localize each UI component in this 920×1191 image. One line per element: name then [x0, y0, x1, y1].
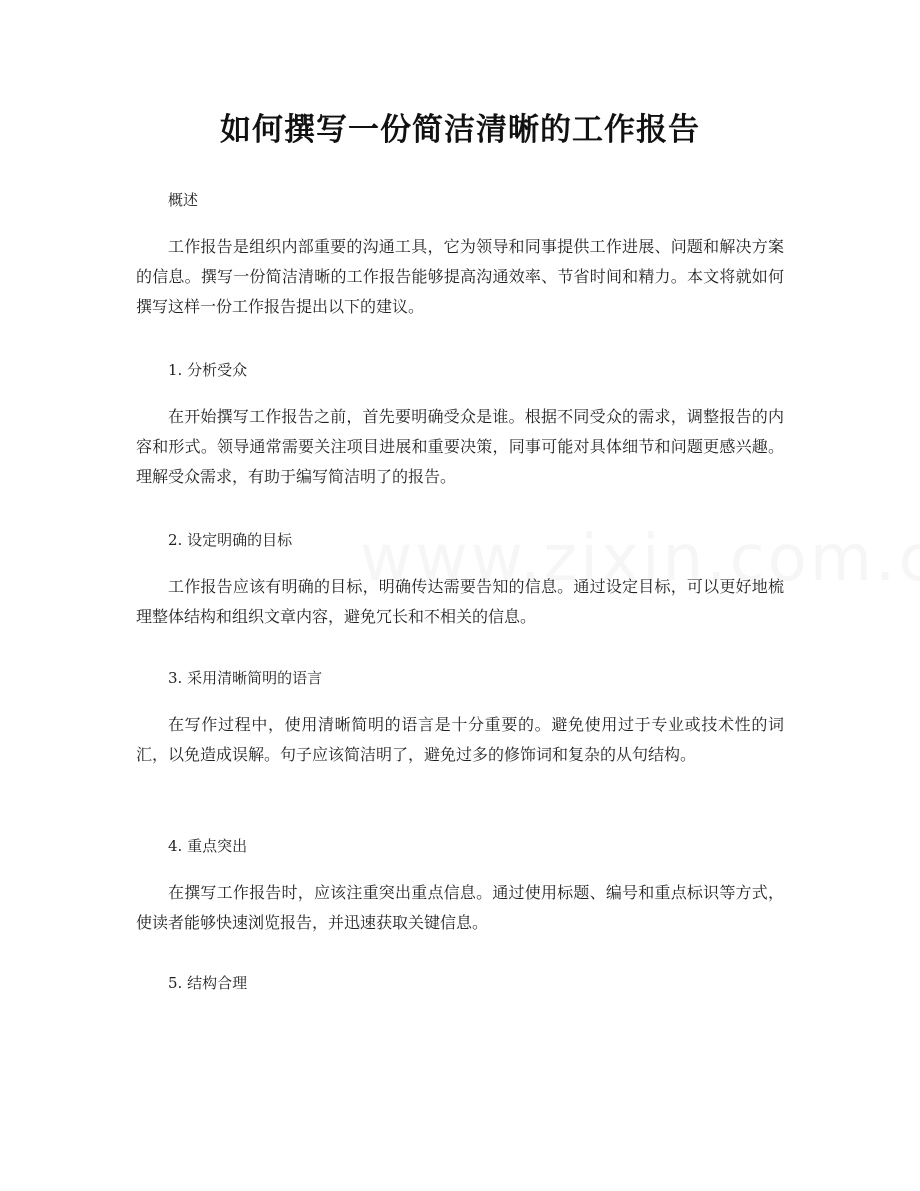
section-paragraph-overview: 工作报告是组织内部重要的沟通工具，它为领导和同事提供工作进展、问题和解决方案的信息。撰写一份简洁清晰的工作报告能够提高沟通效率、节省时间和精力。本文将就如何撰写这样一份工作报告提出以下的建议。: [136, 237, 784, 316]
section-paragraph-3: 在写作过程中，使用清晰简明的语言是十分重要的。避免使用过于专业或技术性的词汇，以免造成误解。句子应该简洁明了，避免过多的修饰词和复杂的从句结构。: [136, 715, 784, 764]
section-heading-5: 5. 结构合理: [168, 974, 248, 992]
section-paragraph-1: 在开始撰写工作报告之前，首先要明确受众是谁。根据不同受众的需求，调整报告的内容和形式。领导通常需要关注项目进展和重要决策，同事可能对具体细节和问题更感兴趣。理解受众需求，有助于编写简洁明了的报告。: [136, 407, 784, 486]
section-heading-2: 2. 设定明确的目标: [168, 531, 293, 549]
section-heading-1: 1. 分析受众: [168, 361, 248, 379]
section-heading-3: 3. 采用清晰简明的语言: [168, 669, 323, 687]
section-paragraph-2: 工作报告应该有明确的目标，明确传达需要告知的信息。通过设定目标，可以更好地梳理整体结构和组织文章内容，避免冗长和不相关的信息。: [136, 577, 784, 626]
section-heading-overview: 概述: [168, 191, 199, 209]
document-title: 如何撰写一份简洁清晰的工作报告: [220, 112, 700, 148]
section-heading-4: 4. 重点突出: [168, 837, 248, 855]
section-paragraph-4: 在撰写工作报告时，应该注重突出重点信息。通过使用标题、编号和重点标识等方式，使读者能够快速浏览报告，并迅速获取关键信息。: [136, 883, 784, 932]
